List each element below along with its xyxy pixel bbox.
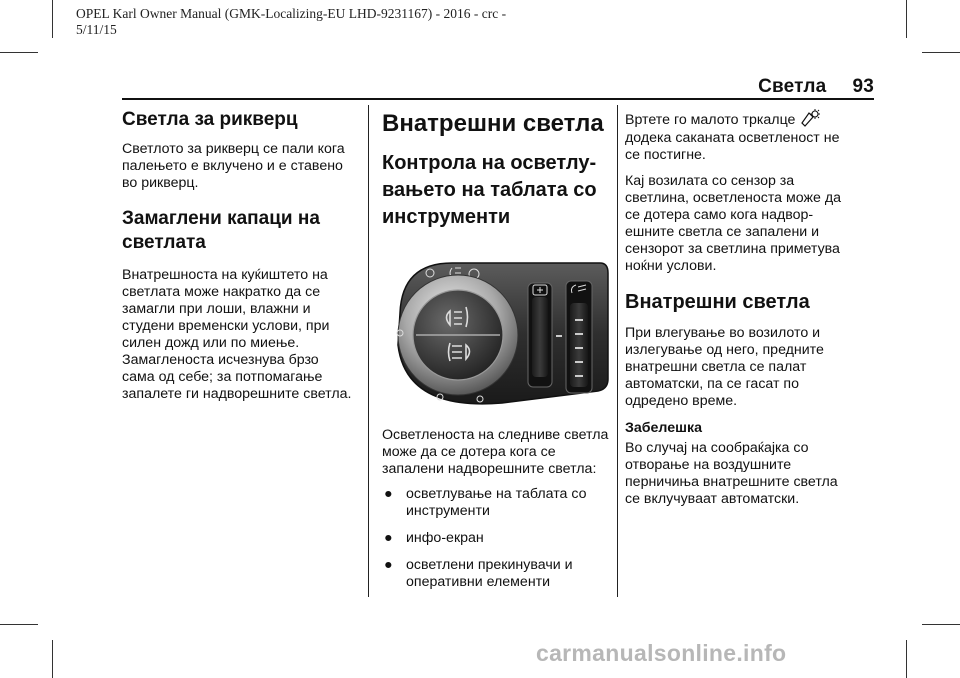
- text-line: сама од себе; за потпомагање: [122, 369, 323, 385]
- text-line: осветлени прекинувачи и: [406, 557, 573, 573]
- text-line: Кај возилата со сензор за: [625, 173, 795, 189]
- text-line: инфо-екран: [406, 530, 484, 546]
- list-item: [382, 530, 614, 547]
- paragraph-fogged-lights: [122, 267, 362, 403]
- left-column: [122, 108, 362, 403]
- text-line: При влегување во возилото и: [625, 325, 821, 341]
- crop-mark: [906, 0, 907, 38]
- text-line: оперативни елементи: [406, 574, 551, 590]
- text-line: Замагленоста исчезнува брзо: [122, 352, 319, 368]
- text-line: се постигне.: [625, 147, 706, 163]
- header-rule: [122, 98, 874, 100]
- text-line: инструменти: [406, 503, 490, 519]
- text-line: запалени надворешните светла:: [382, 461, 597, 477]
- heading-fogged-lights: [122, 207, 362, 255]
- text-line: се дотера само кога надвор-: [625, 207, 814, 223]
- crop-mark: [52, 0, 53, 38]
- crop-mark: [922, 624, 960, 625]
- text-line: може да се дотера кога се: [382, 444, 556, 460]
- text-line: силен дожд или по миење.: [122, 335, 300, 351]
- paragraph-note: [625, 440, 875, 508]
- light-switch-illustration: [382, 253, 612, 413]
- text-line: Во случај на сообраќајка со: [625, 440, 809, 456]
- text-span: Вртете го малото тркалце: [625, 112, 796, 128]
- watermark: carmanualsonline.info: [536, 640, 787, 666]
- text-line: осветлување на таблата со: [406, 486, 587, 502]
- heading-line: Замаглени капаци на: [122, 208, 320, 229]
- paragraph-adjustable-lights: [382, 427, 614, 478]
- text-line: замагли при лоши, влажни и: [122, 301, 311, 317]
- text-line: отворање на воздушните: [625, 457, 792, 473]
- running-head: [758, 76, 874, 98]
- text-line: одредено време.: [625, 393, 738, 409]
- text-line: внатрешни светла се палат: [625, 359, 807, 375]
- text-line: [625, 108, 875, 130]
- text-line: Светлото за рикверц се пали кога: [122, 141, 345, 157]
- crop-mark: [0, 52, 38, 53]
- middle-column: [382, 108, 614, 591]
- dimmer-wheel: [532, 297, 548, 377]
- text-line: во рикверц.: [122, 175, 199, 191]
- paragraph-entry-lighting: [625, 325, 875, 410]
- bullet-mark: ●: [384, 557, 393, 573]
- list-item: [382, 557, 614, 591]
- dimmer-thumbwheel-icon: [799, 108, 821, 130]
- text-line: Осветленоста на следниве светла: [382, 427, 609, 443]
- text-line: сензорот за светлина приметува: [625, 241, 840, 257]
- column-divider: [368, 105, 369, 597]
- text-line: додека саканата осветленост не: [625, 130, 840, 146]
- bullet-list: [382, 486, 614, 591]
- heading-dashboard-illumination: [382, 150, 614, 231]
- text-line: перничиња внатрешните светла: [625, 474, 838, 490]
- text-line: запалете ги надворешните светла.: [122, 386, 352, 402]
- list-item: [382, 486, 614, 520]
- text-line: излегување од него, предните: [625, 342, 824, 358]
- paragraph-reverse-light: [122, 141, 362, 192]
- right-column: [625, 108, 875, 508]
- text-line: светлина, осветленоста може да: [625, 190, 841, 206]
- text-line: се вклучуваат автоматски.: [625, 491, 800, 507]
- heading-reverse-light: Светла за рикверц: [122, 109, 298, 130]
- text-line: светлата може накратко да се: [122, 284, 321, 300]
- print-header: [76, 6, 556, 38]
- print-header-line: OPEL Karl Owner Manual (GMK-Localizing-EU LHD-9231167) - 2016 - crc -: [76, 6, 507, 21]
- text-line: Внатрешноста на куќиштето на: [122, 267, 328, 283]
- heading-line: вањето на таблата со: [382, 179, 597, 201]
- heading-line: Контрола на осветлу-: [382, 152, 597, 174]
- heading-interior-lights: Внатрешни светла: [625, 291, 810, 313]
- paragraph-light-sensor: [625, 173, 875, 275]
- crop-mark: [52, 640, 53, 678]
- column-divider: [617, 105, 618, 597]
- heading-line: светлата: [122, 232, 206, 253]
- text-line: ноќни услови.: [625, 258, 717, 274]
- crop-mark: [0, 624, 38, 625]
- bullet-mark: ●: [384, 530, 393, 546]
- text-line: автоматски, па се гасат по: [625, 376, 800, 392]
- paragraph-thumbwheel: [625, 108, 875, 164]
- crop-mark: [922, 52, 960, 53]
- bullet-mark: ●: [384, 486, 393, 502]
- crop-mark: [906, 640, 907, 678]
- scale-mark: [556, 335, 562, 337]
- print-header-date: 5/11/15: [76, 22, 117, 37]
- text-line: палењето е вклучено и е ставено: [122, 158, 343, 174]
- text-line: студени временски услови, при: [122, 318, 330, 334]
- heading-line: инструменти: [382, 206, 511, 228]
- page-number: 93: [852, 76, 874, 97]
- heading-interior-lighting: Внатрешни светла: [382, 110, 604, 137]
- text-line: ешните светла се запалени и: [625, 224, 820, 240]
- section-title: Светла: [758, 76, 827, 97]
- note-label: Забелешка: [625, 420, 702, 436]
- headlight-range-wheel: [570, 303, 588, 387]
